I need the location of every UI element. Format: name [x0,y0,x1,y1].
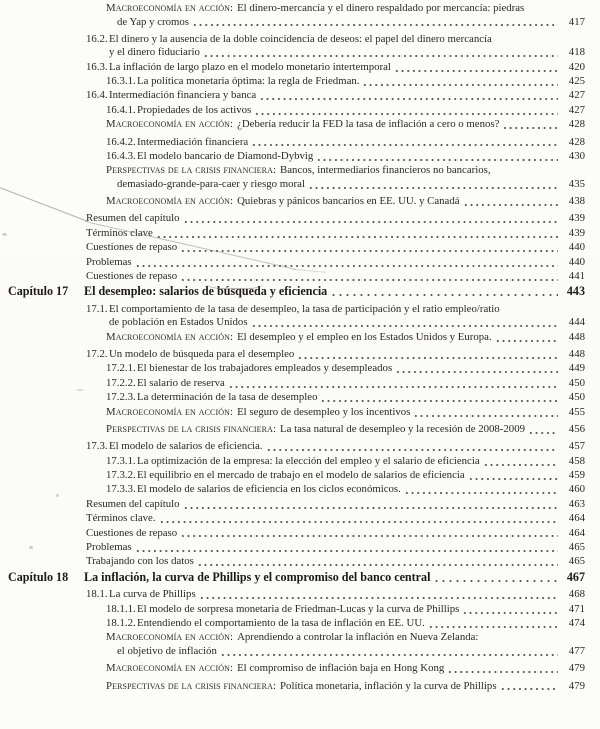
page-number: 479 [568,662,585,675]
entry-title: Cuestiones de repaso [86,526,178,539]
entry-title: demasiado-grande-para-caer y riesgo moral [117,177,305,190]
page-number: 443 [566,284,585,299]
feature-label: Macroeconomía en acción: [106,631,234,644]
toc-entry-back [0,256,600,270]
scan-speck [77,389,83,391]
toc-line [86,645,585,659]
section-number: 16.4.3. [106,149,136,162]
dot-leader [463,199,558,209]
dot-leader [316,153,558,163]
dot-leader [156,230,558,240]
toc-entry-back [0,227,600,241]
section-number: 16.4.1. [106,103,136,116]
dot-leader [483,458,558,468]
entry-title: Aprendiendo a controlar la inflación en Nueva Zelanda: [237,631,479,644]
toc-line [86,104,585,118]
toc-line [86,469,585,483]
toc-line [86,150,585,164]
entry-title: El bienestar de los trabajadores empleados y desempleados [137,362,393,375]
feature-label: Perspectivas de la crisis financiera: [106,164,277,177]
page-number: 457 [568,440,585,453]
entry-title: Propiedades de los activos [137,103,252,116]
entry-title: El desempleo: salarios de búsqueda y eficiencia [84,284,328,299]
scan-speck [2,233,7,236]
toc-line [86,178,585,192]
toc-line [86,603,585,617]
section-number: 16.3.1. [106,75,136,88]
dot-leader [330,289,558,299]
toc-line [86,391,585,405]
toc-entry-back [0,241,600,255]
toc-entry-back [0,541,600,555]
dot-leader [183,501,558,511]
toc-entry-subsection [0,455,600,469]
toc-line [86,75,585,89]
section-number: 17.2.3. [106,391,136,404]
feature-label: Macroeconomía en acción: [106,2,234,14]
toc-line [86,33,585,47]
dot-leader [266,444,559,454]
page-number: 428 [568,118,585,131]
toc-entry-feature [0,680,600,694]
dot-leader [203,50,558,60]
dot-leader [362,79,558,89]
toc-entry-subsection [0,150,600,164]
toc-entry-feature [0,164,600,191]
page-number: 467 [566,569,585,584]
toc-entry-back [0,498,600,512]
entry-title: el objetivo de inflación [117,644,217,657]
page-number: 427 [568,103,585,116]
entry-title: La inflación, la curva de Phillips y el compromiso del banco central [84,569,431,584]
toc-line [86,270,585,284]
entry-title: Problemas [86,540,132,553]
toc-entry-back [0,512,600,526]
entry-title: El salario de reserva [137,376,225,389]
toc-entry-feature [0,423,600,437]
dot-leader [192,19,558,29]
chapter-label: Capítulo 17 [8,284,69,299]
section-number: 17.2. [86,348,108,361]
dot-leader [180,530,558,540]
dot-leader [159,516,558,526]
entry-title: El dinero y la ausencia de la doble coincidencia de deseos: el papel del dinero mercancía [109,32,492,45]
section-number: 17.3.1. [106,454,136,467]
page-number: 464 [568,512,585,525]
toc-line [86,541,585,555]
entry-title: El compromiso de inflación baja en Hong Kong [237,662,445,675]
dot-leader [259,93,558,103]
page-number: 450 [568,391,585,404]
dot-leader [395,366,558,376]
toc-entry-feature [0,631,600,658]
entry-title: Problemas [86,255,132,268]
section-number: 17.1. [86,302,108,315]
scan-squiggle-mark [206,278,264,289]
page-number: 439 [568,212,585,225]
feature-label: Macroeconomía en acción: [106,662,234,675]
toc-line [84,284,585,299]
entry-title: La política monetaria óptima: la regla de Friedman. [137,75,360,88]
entry-title: Cuestiones de repaso [86,241,178,254]
toc-line [86,377,585,391]
toc-entry-section [0,348,600,362]
entry-title: Términos clave. [86,512,156,525]
toc-line [86,662,585,676]
page-number: 438 [568,195,585,208]
dot-leader [413,409,558,419]
dot-leader [462,606,558,616]
page-number: 418 [568,46,585,59]
toc-line [86,631,585,645]
page-number: 459 [568,469,585,481]
dot-leader [228,380,558,390]
entry-title: Intermediación financiera y banca [109,89,257,102]
entry-title: El modelo bancario de Diamond-Dybvig [137,149,314,162]
toc-entry-back [0,555,600,569]
page-number: 441 [568,269,585,282]
entry-title: El modelo de sorpresa monetaria de Friedman-Lucas y la curva de Phillips [137,602,460,615]
section-number: 18.1.2. [106,617,136,630]
entry-title: Quiebras y pánicos bancarios en EE. UU. y Canadá [237,195,460,208]
dot-leader [320,395,558,405]
feature-label: Macroeconomía en acción: [106,118,234,131]
feature-label: Macroeconomía en acción: [106,330,234,343]
toc-entry-section [0,303,600,330]
entry-title: Trabajando con los datos [86,555,194,568]
toc-entry-chapter [0,284,600,299]
dot-leader [433,575,558,585]
toc-line [86,588,585,602]
toc-line [86,406,585,420]
dot-leader [135,259,558,269]
entry-title: El modelo de salarios de eficiencia en los ciclos económicos. [137,483,401,496]
toc-entry-subsection [0,377,600,391]
toc-line [86,164,585,178]
entry-title: ¿Debería reducir la FED la tasa de inflación a cero o menos? [237,118,500,131]
toc-line [86,256,585,270]
toc-line [86,46,585,60]
page-number: 468 [568,588,585,601]
page-number: 425 [568,75,585,88]
toc-line [86,316,585,330]
entry-title: Resumen del capítulo [86,497,180,510]
dot-leader [251,139,558,149]
chapter-label: Capítulo 18 [8,569,69,584]
toc-entry-subsection [0,136,600,150]
page-number: 449 [568,362,585,375]
page-number: 465 [568,540,585,553]
page-number: 474 [568,617,585,630]
dot-leader [180,245,558,255]
page-number: 479 [568,679,585,692]
toc-entry-back [0,270,600,284]
entry-title: Cuestiones de repaso [86,269,178,282]
entry-title: Términos clave [86,226,153,239]
toc-entry-back [0,527,600,541]
toc-line [86,512,585,526]
page-number: 420 [568,60,585,73]
dot-leader [251,320,558,330]
toc-line [86,212,585,226]
section-number: 16.2. [86,32,108,45]
toc-entry-feature [0,406,600,420]
section-number: 16.3. [86,60,108,73]
dot-leader [135,544,558,554]
dot-leader [220,648,558,658]
page-number: 444 [568,316,585,329]
toc-line [86,331,585,345]
dot-leader [394,64,558,74]
entry-title: y el dinero fiduciario [109,46,200,59]
page-number: 460 [568,483,585,496]
toc-entry-section [0,61,600,75]
entry-title: de población en Estados Unidos [109,316,248,329]
entry-title: El equilibrio en el mercado de trabajo en el modelo de salarios de eficiencia [137,469,465,481]
page-number: 471 [568,602,585,615]
toc-entry-back [0,212,600,226]
page-number: 456 [568,422,585,435]
toc-line [86,680,585,694]
toc-line [86,555,585,569]
feature-label: Macroeconomía en acción: [106,405,234,418]
toc-entry-section [0,588,600,602]
toc-entry-section [0,89,600,103]
toc-line [86,455,585,469]
toc-entry-feature [0,2,600,29]
page-number: 440 [568,241,585,254]
toc-entry-feature [0,331,600,345]
entry-title: El seguro de desempleo y los incentivos [237,405,411,418]
entry-title: La tasa natural de desempleo y la recesión de 2008-2009 [280,422,525,435]
dot-leader [502,122,558,132]
entry-title: Un modelo de búsqueda para el desempleo [109,348,295,361]
dot-leader [447,666,558,676]
section-number: 17.2.2. [106,376,136,389]
entry-title: de Yap y cromos [117,15,189,28]
page-number: 435 [568,177,585,190]
toc-entry-subsection [0,483,600,497]
entry-title: Intermediación financiera [137,135,249,148]
toc-line [86,195,585,209]
toc-line [86,241,585,255]
page-number: 464 [568,526,585,539]
dot-leader [528,426,558,436]
entry-title: El modelo de salarios de eficiencia. [109,440,263,453]
page-number: 430 [568,149,585,162]
page-number: 448 [568,348,585,361]
dot-leader [308,181,558,191]
entry-title: Bancos, intermediarios financieros no bancarios, [280,164,491,177]
entry-title: La optimización de la empresa: la elección del empleo y el salario de eficiencia [137,454,480,467]
dot-leader [254,107,558,117]
entry-title: La inflación de largo plazo en el modelo monetario intertemporal [109,60,391,73]
toc-line [86,423,585,437]
toc-entry-feature [0,118,600,132]
dot-leader [500,683,558,693]
table-of-contents [0,2,600,693]
page-number: 477 [568,644,585,657]
entry-title: Entendiendo el comportamiento de la tasa de inflación en EE. UU. [137,617,425,630]
toc-entry-subsection [0,75,600,89]
entry-title: Resumen del capítulo [86,212,180,225]
toc-line [86,16,585,30]
toc-line [86,136,585,150]
page-number: 455 [568,405,585,418]
toc-line [86,440,585,454]
entry-title: El desempleo y el empleo en los Estados Unidos y Europa. [237,330,492,343]
section-number: 17.3.2. [106,469,136,481]
toc-line [86,498,585,512]
toc-line [86,362,585,376]
dot-leader [428,621,558,631]
section-number: 16.4. [86,89,108,102]
page-number: 427 [568,89,585,102]
toc-entry-subsection [0,603,600,617]
dot-leader [183,216,558,226]
toc-line [86,527,585,541]
section-number: 17.3. [86,440,108,453]
page-number: 417 [568,15,585,28]
page-number: 440 [568,255,585,268]
entry-title: La determinación de la tasa de desempleo [137,391,318,404]
page-number: 448 [568,330,585,343]
toc-line [86,348,585,362]
page-number: 439 [568,226,585,239]
dot-leader [297,352,558,362]
page-number: 465 [568,555,585,568]
entry-title: El dinero-mercancía y el dinero respaldado por mercancía: piedras [237,2,525,14]
toc-line [84,570,585,585]
toc-entry-chapter [0,570,600,585]
dot-leader [404,487,558,497]
toc-entry-feature [0,195,600,209]
scan-speck [29,546,33,549]
toc-entry-subsection [0,617,600,631]
toc-line [86,89,585,103]
toc-line [86,61,585,75]
feature-label: Perspectivas de la crisis financiera: [106,679,277,692]
page-number: 450 [568,376,585,389]
page-number: 463 [568,497,585,510]
section-number: 16.4.2. [106,135,136,148]
section-number: 18.1. [86,588,108,601]
toc-line [86,617,585,631]
section-number: 17.2.1. [106,362,136,375]
feature-label: Perspectivas de la crisis financiera: [106,422,277,435]
dot-leader [468,473,558,483]
dot-leader [197,559,558,569]
toc-entry-subsection [0,104,600,118]
toc-entry-section [0,440,600,454]
section-number: 18.1.1. [106,602,136,615]
toc-entry-subsection [0,469,600,483]
page-number: 428 [568,135,585,148]
feature-label: Macroeconomía en acción: [106,195,234,208]
toc-line [86,483,585,497]
section-number: 17.3.3. [106,483,136,496]
entry-title: El comportamiento de la tasa de desempleo, la tasa de participación y el ratio empleo/ratio [109,302,500,315]
toc-entry-feature [0,662,600,676]
page-number: 458 [568,454,585,467]
toc-line [86,303,585,317]
toc-line [86,118,585,132]
toc-entry-subsection [0,391,600,405]
entry-title: Política monetaria, inflación y la curva de Phillips [280,679,497,692]
entry-title: La curva de Phillips [109,588,196,601]
dot-leader [199,592,558,602]
scan-speck [56,494,59,497]
dot-leader [495,334,558,344]
toc-line [86,2,585,16]
toc-entry-subsection [0,362,600,376]
toc-entry-section [0,33,600,60]
